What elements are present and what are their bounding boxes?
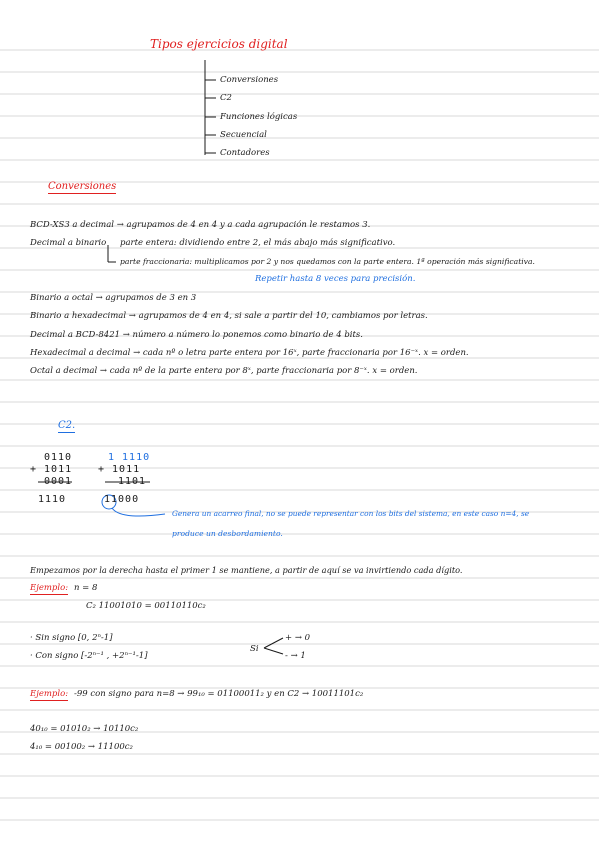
example1-label: Ejemplo:	[30, 583, 69, 593]
overflow-note-2: produce un desbordamiento.	[172, 529, 283, 538]
conv-line-bcd-xs3: BCD-XS3 a decimal → agrupamos de 4 en 4 y a cada agrupación le restamos 3.	[30, 220, 371, 230]
example2-value: -99 con signo para n=8 → 99₁₀ = 01100011₂ y en C2 → 10011101c₂	[74, 689, 364, 699]
sign-minus: - → 1	[285, 651, 306, 661]
sum-a-result: 1110	[38, 494, 67, 505]
heading-c2: C2.	[58, 420, 76, 431]
tree-item-c2: C2	[220, 93, 232, 103]
example3-value: 40₁₀ = 01010₂ → 10110c₂	[30, 724, 139, 734]
conv-line-binario-hex: Binario a hexadecimal → agrupamos de 4 en 4, si sale a partir del 10, cambiamos por letras.	[30, 311, 428, 321]
conv-note-repetir: Repetir hasta 8 veces para precisión.	[255, 274, 416, 284]
range-sin-signo: · Sin signo [0, 2ⁿ-1]	[30, 633, 113, 643]
sum-b-row2: + 1011	[98, 464, 141, 475]
tree-item-funciones: Funciones lógicas	[220, 112, 298, 122]
tree-item-conversiones: Conversiones	[220, 75, 279, 85]
sum-b-row1: 1 1110	[108, 452, 151, 463]
conv-line-parte-entera: parte entera: dividiendo entre 2, el más abajo más significativo.	[120, 238, 396, 248]
sign-si-label: Si	[250, 644, 259, 654]
conv-line-decimal-binario-label: Decimal a binario	[30, 238, 107, 248]
example1-n: n = 8	[74, 583, 98, 593]
conv-line-hex-decimal: Hexadecimal a decimal → cada nº o letra parte entera por 16ˣ, parte fraccionaria por 16⁻ˣ. x = orden.	[30, 348, 469, 358]
c2-rule: Empezamos por la derecha hasta el primer 1 se mantiene, a partir de aquí se va invirtiendo cada dígito.	[30, 565, 463, 575]
tree-item-secuencial: Secuencial	[220, 130, 267, 140]
conv-line-octal-decimal: Octal a decimal → cada nº de la parte entera por 8ˣ, parte fraccionaria por 8⁻ˣ. x = orden.	[30, 366, 418, 376]
range-con-signo: · Con signo [-2ⁿ⁻¹ , +2ⁿ⁻¹-1]	[30, 651, 148, 661]
sum-a-row3: 0001	[44, 476, 73, 487]
example4-value: 4₁₀ = 00100₂ → 11100c₂	[30, 742, 133, 752]
conv-line-binario-octal: Binario a octal → agrupamos de 3 en 3	[30, 293, 197, 303]
tree-item-contadores: Contadores	[220, 148, 270, 158]
conv-line-parte-fraccionaria: parte fraccionaria: multiplicamos por 2 y nos quedamos con la parte entera. 1ª operación más significativa.	[120, 257, 535, 266]
conv-line-decimal-bcd: Decimal a BCD-8421 → número a número lo ponemos como binario de 4 bits.	[30, 330, 363, 340]
overflow-note-1: Genera un acarreo final, no se puede representar con los bits del sistema, en este caso n=4, se	[172, 509, 530, 518]
sign-plus: + → 0	[285, 633, 311, 643]
sum-b-result: 11000	[104, 494, 140, 505]
heading-conversiones: Conversiones	[48, 181, 117, 192]
sum-b-row3: 1101	[118, 476, 147, 487]
example2-label: Ejemplo:	[30, 689, 69, 699]
sum-a-row2: + 1011	[30, 464, 73, 475]
page-title: Tipos ejercicios digital	[150, 37, 288, 51]
example1-value: C₂ 11001010 = 00110110c₂	[86, 601, 206, 611]
sum-a-row1: 0110	[44, 452, 73, 463]
